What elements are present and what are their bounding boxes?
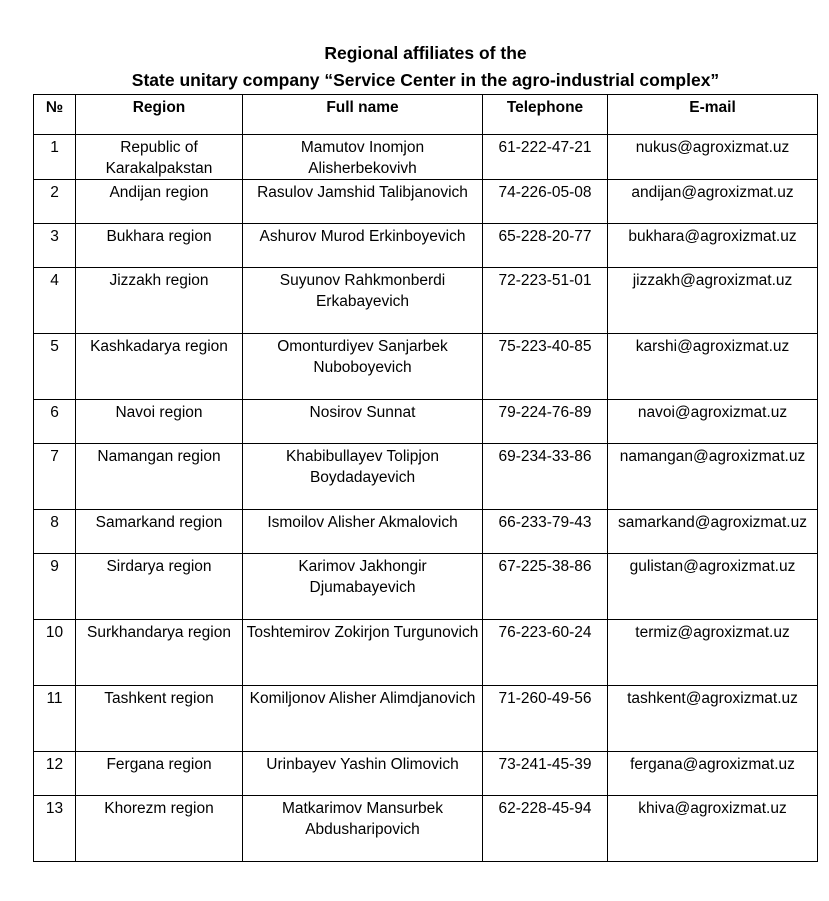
cell-telephone: 76-223-60-24 — [483, 620, 608, 686]
cell-number: 7 — [34, 444, 76, 510]
cell-full-name: Karimov Jakhongir Djumabayevich — [243, 554, 483, 620]
cell-number: 3 — [34, 224, 76, 268]
cell-email: namangan@agroxizmat.uz — [608, 444, 818, 510]
cell-email: karshi@agroxizmat.uz — [608, 334, 818, 400]
cell-telephone: 62-228-45-94 — [483, 796, 608, 862]
cell-full-name: Matkarimov Mansurbek Abdusharipovich — [243, 796, 483, 862]
table-row — [34, 224, 818, 268]
cell-number: 12 — [34, 752, 76, 796]
cell-email: navoi@agroxizmat.uz — [608, 400, 818, 444]
cell-email: termiz@agroxizmat.uz — [608, 620, 818, 686]
cell-full-name: Mamutov Inomjon Alisherbekovivh — [243, 135, 483, 180]
title-line-1: Regional affiliates of the — [324, 43, 527, 63]
cell-email: fergana@agroxizmat.uz — [608, 752, 818, 796]
title-line-2: State unitary company “Service Center in the agro-industrial complex” — [131, 70, 720, 90]
table-row — [34, 268, 818, 334]
table-row — [34, 444, 818, 510]
cell-number: 2 — [34, 180, 76, 224]
cell-number: 1 — [34, 135, 76, 180]
table-header-row — [34, 95, 818, 135]
cell-email: andijan@agroxizmat.uz — [608, 180, 818, 224]
cell-telephone: 67-225-38-86 — [483, 554, 608, 620]
cell-number: 8 — [34, 510, 76, 554]
cell-number: 10 — [34, 620, 76, 686]
cell-full-name: Toshtemirov Zokirjon Turgunovich — [243, 620, 483, 686]
column-header-region: Region — [76, 95, 243, 135]
table-row — [34, 554, 818, 620]
cell-region: Fergana region — [76, 752, 243, 796]
cell-region: Sirdarya region — [76, 554, 243, 620]
cell-telephone: 73-241-45-39 — [483, 752, 608, 796]
cell-telephone: 61-222-47-21 — [483, 135, 608, 180]
table-row — [34, 334, 818, 400]
cell-number: 11 — [34, 686, 76, 752]
cell-telephone: 72-223-51-01 — [483, 268, 608, 334]
cell-email: tashkent@agroxizmat.uz — [608, 686, 818, 752]
cell-full-name: Khabibullayev Tolipjon Boydadayevich — [243, 444, 483, 510]
table-row — [34, 135, 818, 180]
cell-telephone: 75-223-40-85 — [483, 334, 608, 400]
cell-telephone: 65-228-20-77 — [483, 224, 608, 268]
column-header-number: № — [34, 95, 76, 135]
affiliates-table — [33, 94, 818, 862]
cell-region: Jizzakh region — [76, 268, 243, 334]
cell-full-name: Omonturdiyev Sanjarbek Nuboboyevich — [243, 334, 483, 400]
cell-region: Tashkent region — [76, 686, 243, 752]
cell-full-name: Ashurov Murod Erkinboyevich — [243, 224, 483, 268]
cell-telephone: 74-226-05-08 — [483, 180, 608, 224]
cell-email: gulistan@agroxizmat.uz — [608, 554, 818, 620]
cell-region: Republic of Karakalpakstan — [76, 135, 243, 180]
table-row — [34, 180, 818, 224]
cell-telephone: 69-234-33-86 — [483, 444, 608, 510]
cell-email: samarkand@agroxizmat.uz — [608, 510, 818, 554]
cell-full-name: Nosirov Sunnat — [243, 400, 483, 444]
column-header-email: E-mail — [608, 95, 818, 135]
document-title — [0, 40, 829, 94]
cell-number: 4 — [34, 268, 76, 334]
cell-number: 9 — [34, 554, 76, 620]
cell-full-name: Komiljonov Alisher Alimdjanovich — [243, 686, 483, 752]
table-row — [34, 620, 818, 686]
cell-email: jizzakh@agroxizmat.uz — [608, 268, 818, 334]
cell-number: 6 — [34, 400, 76, 444]
cell-region: Samarkand region — [76, 510, 243, 554]
cell-email: bukhara@agroxizmat.uz — [608, 224, 818, 268]
cell-region: Andijan region — [76, 180, 243, 224]
cell-email: nukus@agroxizmat.uz — [608, 135, 818, 180]
cell-email: khiva@agroxizmat.uz — [608, 796, 818, 862]
cell-region: Namangan region — [76, 444, 243, 510]
cell-number: 13 — [34, 796, 76, 862]
cell-full-name: Ismoilov Alisher Akmalovich — [243, 510, 483, 554]
cell-telephone: 71-260-49-56 — [483, 686, 608, 752]
table-row — [34, 752, 818, 796]
cell-region: Navoi region — [76, 400, 243, 444]
table-row — [34, 510, 818, 554]
cell-full-name: Urinbayev Yashin Olimovich — [243, 752, 483, 796]
cell-region: Khorezm region — [76, 796, 243, 862]
cell-full-name: Rasulov Jamshid Talibjanovich — [243, 180, 483, 224]
table-row — [34, 796, 818, 862]
cell-full-name: Suyunov Rahkmonberdi Erkabayevich — [243, 268, 483, 334]
cell-number: 5 — [34, 334, 76, 400]
column-header-telephone: Telephone — [483, 95, 608, 135]
cell-region: Kashkadarya region — [76, 334, 243, 400]
column-header-full-name: Full name — [243, 95, 483, 135]
cell-region: Surkhandarya region — [76, 620, 243, 686]
cell-telephone: 79-224-76-89 — [483, 400, 608, 444]
cell-region: Bukhara region — [76, 224, 243, 268]
table-row — [34, 400, 818, 444]
cell-telephone: 66-233-79-43 — [483, 510, 608, 554]
table-row — [34, 686, 818, 752]
